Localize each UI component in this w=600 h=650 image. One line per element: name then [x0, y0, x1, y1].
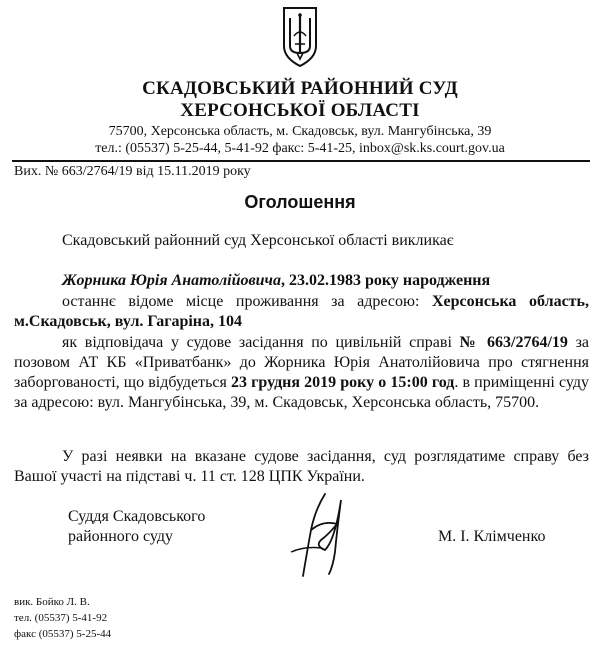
hearing-text-b: за позовом АТ КБ «Приватбанк» до Жорника Юрія Анатолійовича про стягнення заборгованості, що відбудеться — [14, 334, 590, 391]
judge-position-line1: Суддя Скадовського — [68, 508, 206, 525]
header-divider — [12, 160, 590, 162]
address-value: Херсонська область, м.Скадовськ, вул. Гагаріна, 104 — [14, 293, 589, 330]
hearing-text-a: як відповідача у судове засідання по цивільній справі — [62, 334, 460, 351]
document-title: Оголошення — [244, 192, 356, 212]
executor-fax: факс (05537) 5-25-44 — [14, 628, 112, 640]
judge-name: М. І. Клімченко — [438, 528, 546, 545]
executor-name: вик. Бойко Л. В. — [14, 596, 90, 608]
defendant-line — [62, 272, 490, 290]
court-name-line1: СКАДОВСЬКИЙ РАЙОННИЙ СУД — [142, 78, 458, 99]
address-paragraph — [14, 292, 589, 332]
coat-of-arms-icon — [280, 6, 320, 68]
judge-position-line2: районного суду — [68, 528, 173, 545]
warning-paragraph — [14, 447, 589, 487]
intro-text: Скадовський районний суд Херсонської області викликає — [62, 232, 454, 249]
hearing-paragraph — [14, 333, 589, 413]
court-address: 75700, Херсонська область, м. Скадовськ, вул. Мангубінська, 39 — [108, 124, 492, 139]
court-name-line2: ХЕРСОНСЬКОЇ ОБЛАСТІ — [180, 100, 420, 121]
defendant-birth: , 23.02.1983 року народження — [280, 272, 491, 289]
court-contacts: тел.: (05537) 5-25-44, 5-41-92 факс: 5-41-25, inbox@sk.ks.court.gov.ua — [95, 141, 505, 156]
defendant-name: Жорника Юрія Анатолійовича — [62, 272, 281, 289]
address-label: останнє відоме місце проживання за адресою: — [62, 293, 432, 310]
hearing-text-c: . в приміщенні суду за адресою: вул. Мангубінська, 39, м. Скадовськ, Херсонська область, 75700. — [14, 374, 590, 411]
warning-text: У разі неявки на вказане судове засідання, суд розглядатиме справу без Вашої участі на підставі ч. 11 ст. 128 ЦПК України. — [14, 448, 589, 485]
signature-image — [285, 490, 353, 580]
case-number: № 663/2764/19 — [459, 334, 568, 351]
executor-phone: тел. (05537) 5-41-92 — [14, 612, 108, 624]
hearing-date: 23 грудня 2019 року о 15:00 год — [231, 374, 455, 391]
outgoing-number: Вих. № 663/2764/19 від 15.11.2019 року — [14, 164, 251, 179]
